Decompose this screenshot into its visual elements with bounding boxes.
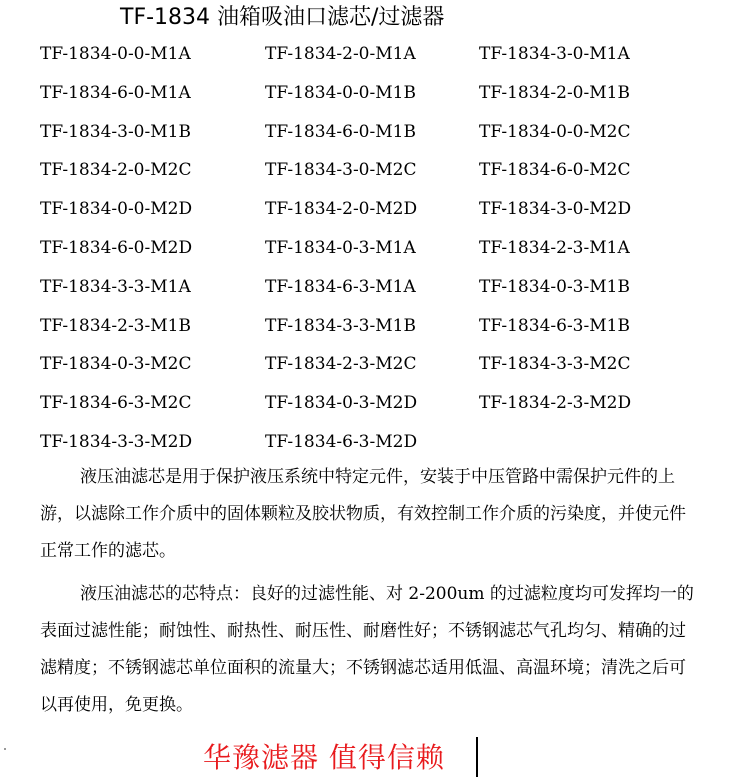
model-number-list	[40, 39, 699, 466]
model-number-item: TF-1834-3-0-M1B	[40, 121, 191, 142]
model-number-item: TF-1834-6-3-M1A	[265, 276, 416, 297]
document-title: TF-1834 油箱吸油口滤芯/过滤器	[120, 5, 445, 30]
model-number-item: TF-1834-2-0-M1B	[479, 82, 630, 103]
model-number-item: TF-1834-3-0-M2C	[265, 160, 417, 181]
model-number-item: TF-1834-0-3-M2D	[265, 393, 418, 414]
model-number-item: TF-1834-2-3-M1A	[479, 237, 630, 258]
model-number-item: TF-1834-6-3-M2D	[265, 431, 418, 452]
model-number-item: TF-1834-3-0-M1A	[479, 44, 630, 64]
model-number-item: TF-1834-0-0-M2C	[479, 121, 631, 142]
model-number-item: TF-1834-3-3-M1B	[265, 315, 416, 336]
model-number-item: TF-1834-3-3-M2D	[40, 431, 193, 452]
slogan-text: 华豫滤器 值得信赖	[203, 741, 445, 774]
model-number-item: TF-1834-2-0-M1A	[265, 44, 416, 64]
model-number-item: TF-1834-0-3-M1B	[479, 276, 630, 297]
model-number-item: TF-1834-6-3-M2C	[40, 393, 192, 414]
model-number-item: TF-1834-0-3-M2C	[40, 354, 192, 375]
model-number-item: TF-1834-3-3-M1A	[40, 276, 191, 297]
model-number-item: TF-1834-2-0-M2C	[40, 160, 192, 181]
model-number-item: TF-1834-6-0-M2C	[479, 160, 631, 181]
margin-mark	[4, 748, 6, 750]
model-number-item: TF-1834-2-3-M1B	[40, 315, 191, 336]
features-paragraph: 液压油滤芯的芯特点：良好的过滤性能、对 2-200um 的过滤粒度均可发挥均一的表面过滤性能；耐蚀性、耐热性、耐压性、耐磨性好；不锈钢滤芯气孔均匀、精确的过滤精度；不锈钢滤芯单位面积的流量大；不锈钢滤芯适用低温、高温环境；清洗之后可以再使用，免更换。	[40, 584, 694, 715]
description-paragraph: 液压油滤芯是用于保护液压系统中特定元件，安装于中压管路中需保护元件的上游，以滤除工作介质中的固体颗粒及胶状物质，有效控制工作介质的污染度，并使元件正常工作的滤芯。	[40, 467, 686, 561]
model-number-item: TF-1834-0-0-M1A	[40, 44, 191, 64]
model-number-item: TF-1834-2-3-M2C	[265, 354, 417, 375]
model-number-item: TF-1834-6-0-M1A	[40, 82, 191, 103]
model-number-item: TF-1834-2-3-M2D	[479, 393, 632, 414]
model-number-item: TF-1834-2-0-M2D	[265, 199, 418, 220]
model-number-item: TF-1834-6-0-M2D	[40, 237, 193, 258]
model-number-item: TF-1834-6-3-M1B	[479, 315, 630, 336]
model-number-item: TF-1834-0-0-M1B	[265, 82, 416, 103]
model-number-item: TF-1834-6-0-M1B	[265, 121, 416, 142]
model-number-item: TF-1834-0-3-M1A	[265, 237, 416, 258]
text-cursor	[476, 737, 478, 777]
model-number-item: TF-1834-3-0-M2D	[479, 199, 632, 220]
model-number-item: TF-1834-0-0-M2D	[40, 199, 193, 220]
model-number-item: TF-1834-3-3-M2C	[479, 354, 631, 375]
